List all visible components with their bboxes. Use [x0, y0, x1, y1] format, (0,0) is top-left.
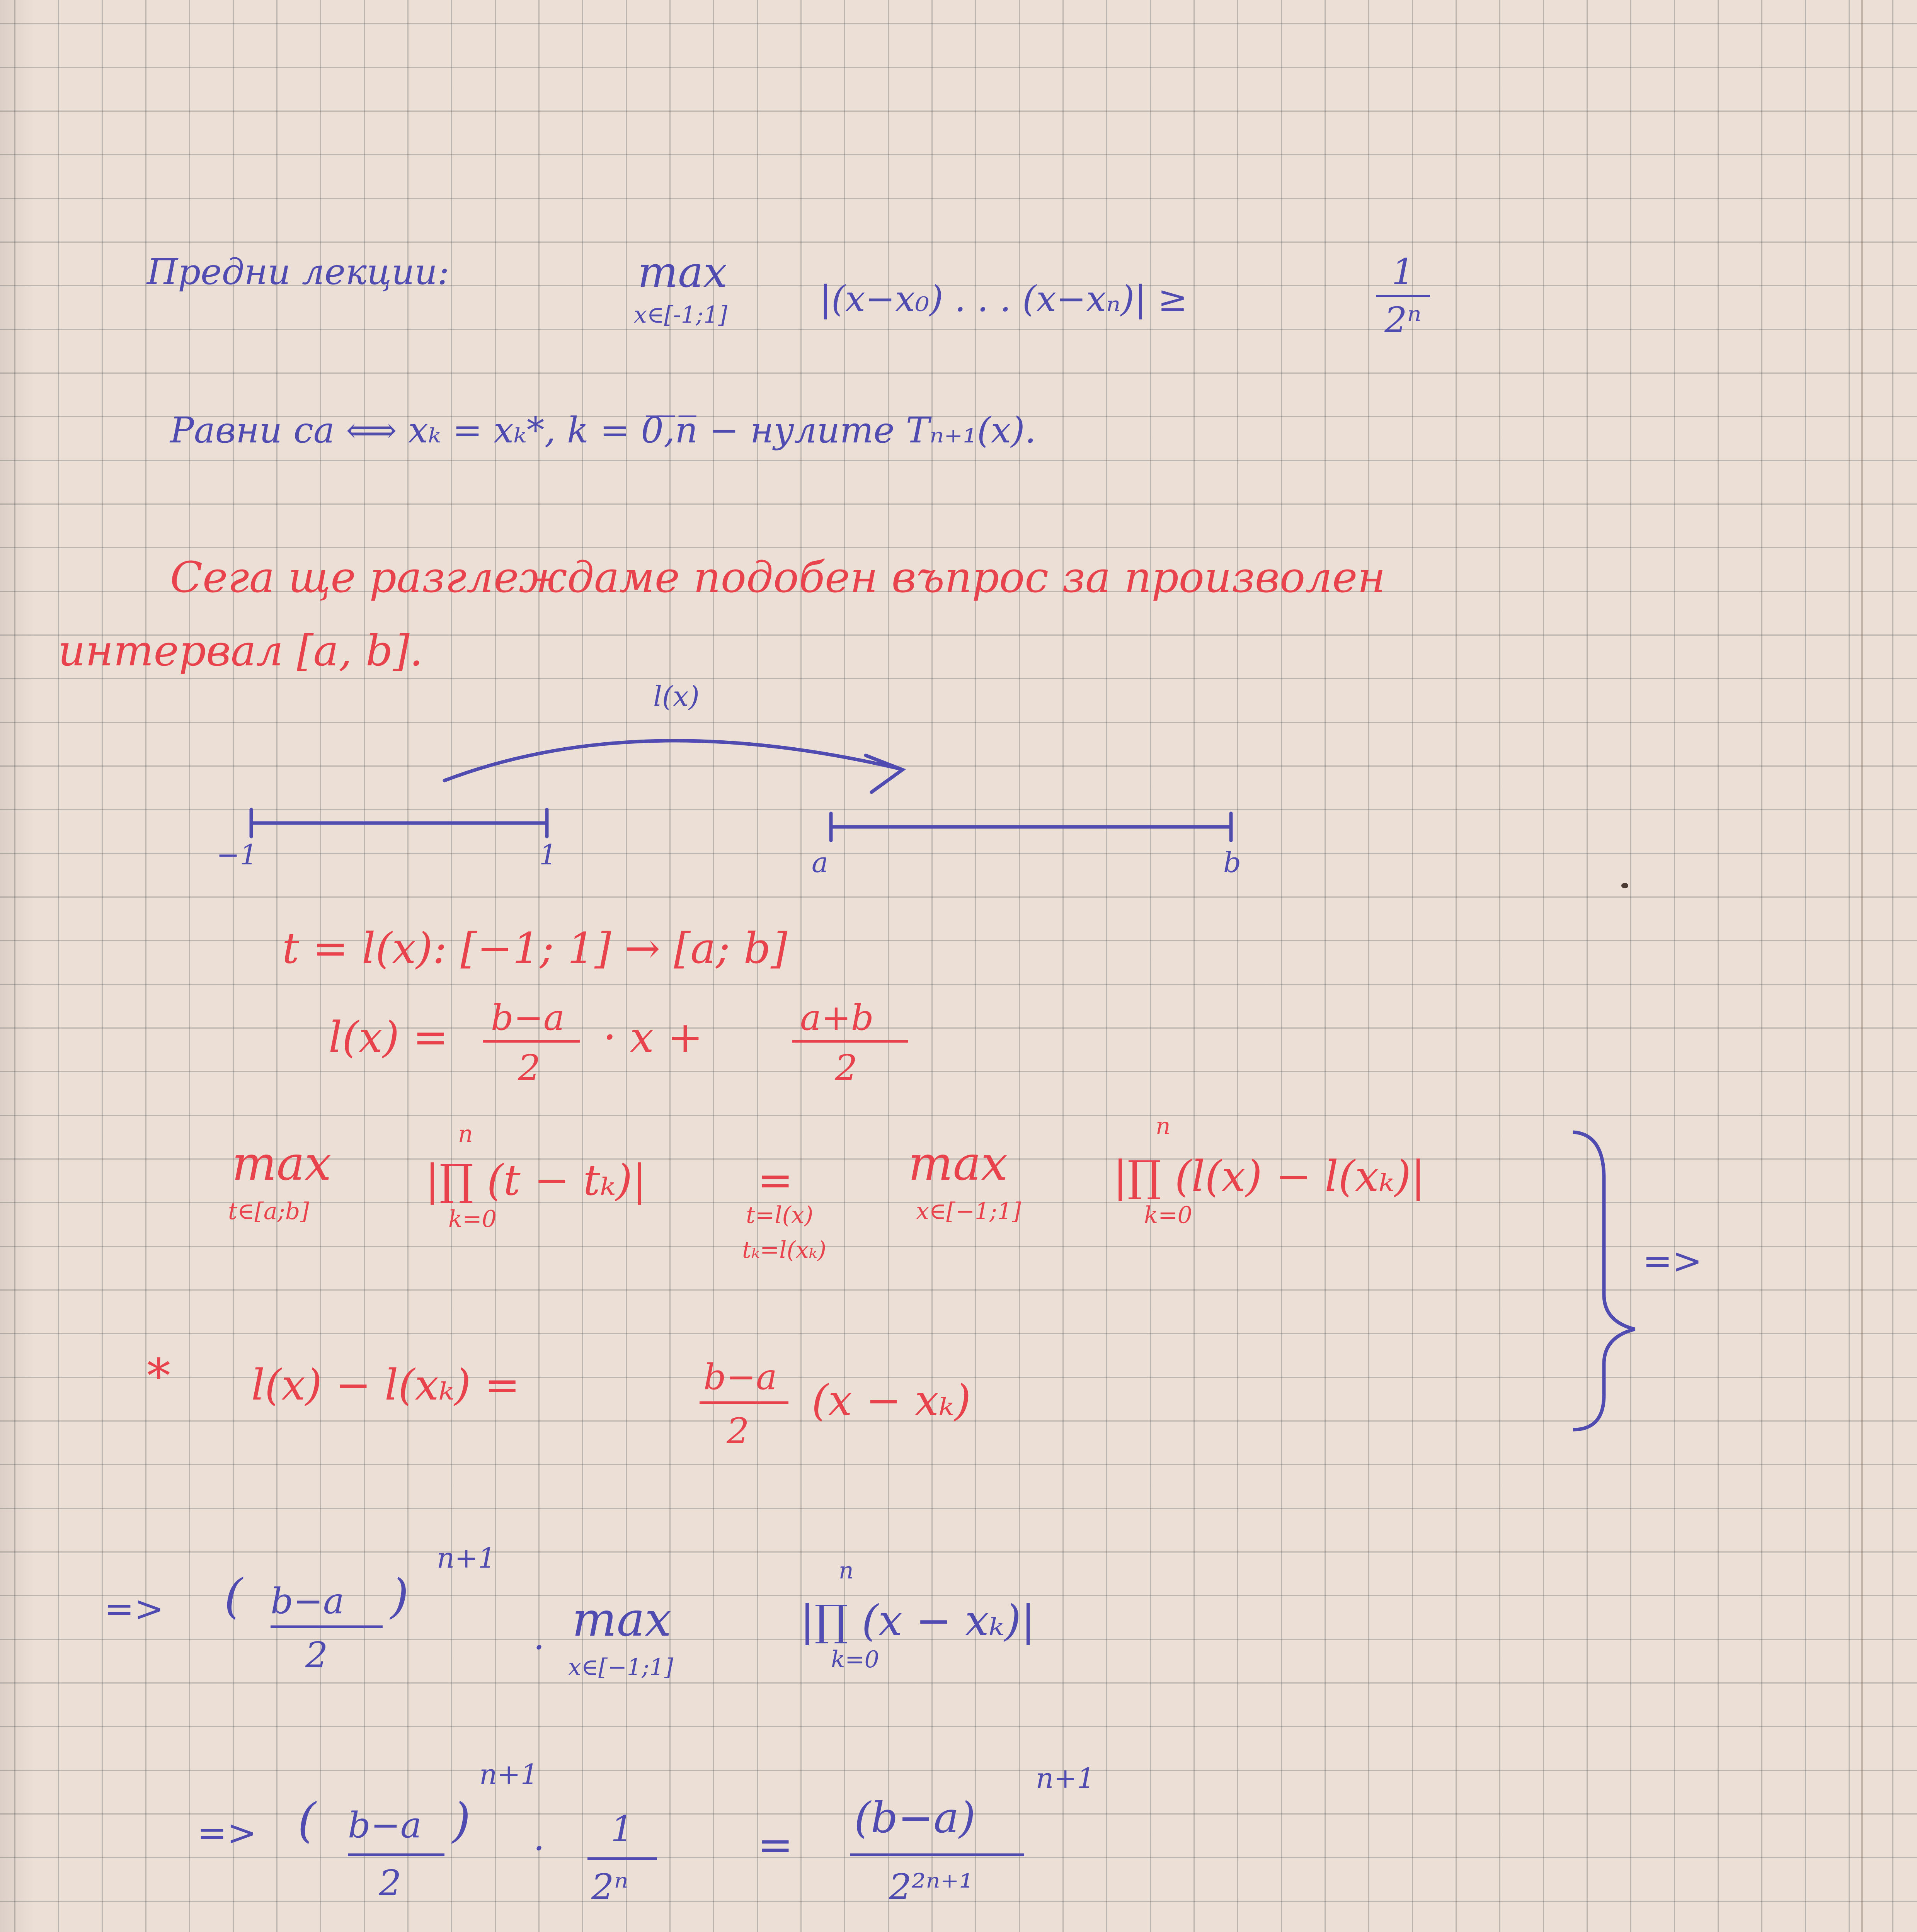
f2-mid: · x +: [603, 1012, 703, 1062]
f6-num: b−a: [348, 1804, 422, 1846]
f4-star: *: [147, 1349, 170, 1403]
f3-max: max: [232, 1136, 332, 1191]
intro-line-1: Сега ще разглеждаме подобен въпрос за произволен: [170, 553, 1386, 602]
f4-rhs: (x − xₖ): [812, 1376, 971, 1425]
f3-equals: =: [758, 1155, 793, 1205]
intro-line-2: интервал [a, b].: [58, 626, 423, 675]
f5-max: max: [572, 1592, 672, 1647]
f5-arrow: =>: [104, 1588, 164, 1629]
f3-product: |∏ (t − tₖ)|: [425, 1155, 647, 1205]
bound-numerator: 1: [1391, 251, 1415, 293]
f3-rhs-product: |∏ (l(x) − l(xₖ)|: [1113, 1151, 1425, 1201]
f5-dot: ·: [533, 1627, 545, 1668]
f3-prod-bottom: k=0: [448, 1206, 497, 1233]
tick-label-a: a: [812, 846, 828, 879]
previous-lectures-label: Предни лекции:: [147, 251, 449, 293]
bound-denominator: 2ⁿ: [1384, 299, 1422, 341]
ink-spot: [1621, 883, 1628, 888]
f6-num-1: 1: [611, 1808, 633, 1850]
f4-lhs: l(x) − l(xₖ) =: [251, 1360, 520, 1410]
f5-product: |∏ (x − xₖ)|: [800, 1596, 1035, 1645]
f2-num-2: a+b: [800, 997, 874, 1038]
f4-num: b−a: [703, 1356, 777, 1398]
f5-prod-top: n: [839, 1557, 854, 1584]
max-operator: max: [638, 247, 727, 297]
equality-condition-line: Равни са ⟺ xₖ = xₖ*, k = 0̅,̅n̅ − нулите Tₙ₊₁(x).: [170, 410, 1036, 451]
f6-den: 2: [379, 1862, 402, 1904]
f3-rhs-max: max: [908, 1136, 1008, 1191]
f3-substitution-2: tₖ=l(xₖ): [742, 1236, 826, 1264]
f6-power: n+1: [479, 1758, 538, 1791]
f6-dot: ·: [533, 1828, 545, 1869]
f2-den-2: 2: [835, 1047, 858, 1088]
f6-open-paren: (: [298, 1793, 316, 1848]
f3-rhs-max-domain: x∈[−1;1]: [916, 1198, 1021, 1225]
f2-den-1: 2: [518, 1047, 541, 1088]
f6-den-2: 2²ⁿ⁺¹: [889, 1866, 974, 1908]
f6-den-1: 2ⁿ: [591, 1866, 628, 1908]
f5-open-paren: (: [224, 1569, 243, 1624]
map-label: l(x): [653, 680, 700, 713]
f6-close-paren: ): [452, 1793, 471, 1848]
f2-lhs: l(x) =: [329, 1012, 449, 1062]
f3-prod-top: n: [458, 1121, 473, 1148]
f5-num: b−a: [271, 1580, 344, 1622]
mapping-arrow-curve: [444, 741, 901, 781]
max-domain: x∈[-1;1]: [634, 301, 727, 328]
f3-max-domain: t∈[a;b]: [228, 1198, 309, 1225]
f3-rhs-prod-top: n: [1156, 1113, 1171, 1140]
f5-prod-bottom: k=0: [831, 1646, 879, 1673]
f2-num-1: b−a: [491, 997, 565, 1038]
f6-num-2: (b−a): [854, 1793, 976, 1842]
product-abs-expression: |(x−x₀) . . . (x−xₙ)| ≥: [819, 278, 1188, 320]
map-definition: t = l(x): [−1; 1] → [a; b]: [282, 923, 788, 973]
tick-label-b: b: [1223, 846, 1241, 879]
f3-substitution-1: t=l(x): [746, 1202, 814, 1229]
f5-max-domain: x∈[−1;1]: [568, 1654, 673, 1681]
f5-power: n+1: [437, 1542, 496, 1574]
f5-close-paren: ): [390, 1569, 409, 1624]
f4-den: 2: [727, 1410, 749, 1452]
tick-label-1: 1: [539, 838, 557, 871]
brace-implies: =>: [1643, 1240, 1702, 1282]
f3-rhs-prod-bottom: k=0: [1144, 1202, 1192, 1229]
f6-equals: =: [758, 1820, 793, 1869]
f6-arrow: =>: [197, 1812, 257, 1854]
f5-den: 2: [305, 1634, 328, 1676]
tick-label-minus1: −1: [216, 838, 258, 871]
f6-power-2: n+1: [1036, 1762, 1095, 1794]
right-brace: [1573, 1132, 1635, 1430]
